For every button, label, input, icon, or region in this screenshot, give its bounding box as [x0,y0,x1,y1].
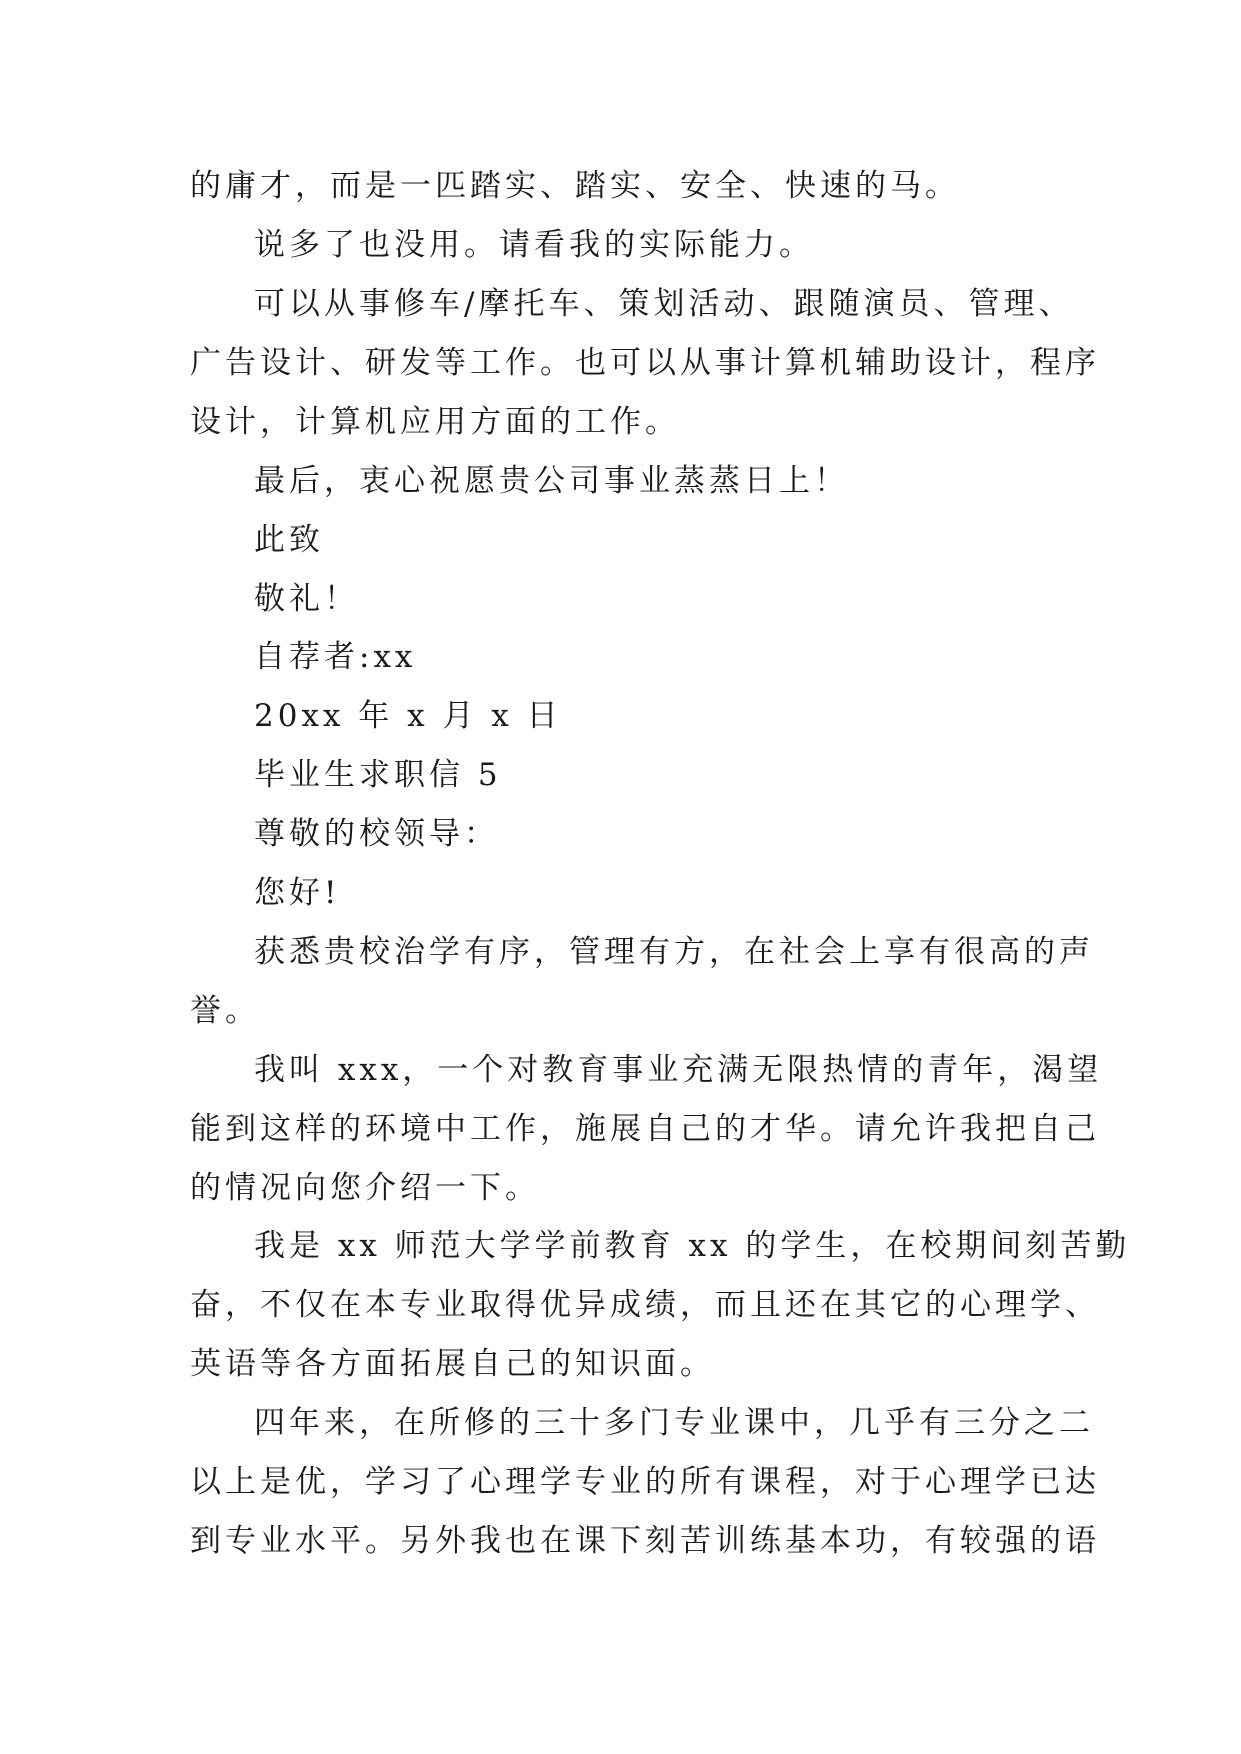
text-line: 英语等各方面拓展自己的知识面。 [190,1346,715,1382]
text-line: 誉。 [190,993,260,1029]
text-line: 能到这样的环境中工作，施展自己的才华。请允许我把自己 [190,1111,1100,1147]
text-line: 获悉贵校治学有序，管理有方，在社会上享有很高的声 [254,934,1094,970]
text-line: 我叫 xxx，一个对教育事业充满无限热情的青年，渴望 [254,1052,1103,1088]
text-line: 您好! [254,875,341,911]
text-line: 奋，不仅在本专业取得优异成绩，而且还在其它的心理学、 [190,1287,1100,1323]
text-line: 毕业生求职信 5 [254,757,502,793]
text-line: 敬礼！ [254,581,359,617]
text-line: 四年来，在所修的三十多门专业课中，几乎有三分之二 [254,1405,1094,1441]
text-line: 广告设计、研发等工作。也可以从事计算机辅助设计，程序 [190,345,1100,381]
text-line: 20xx 年 x 月 x 日 [254,698,562,734]
text-line: 的情况向您介绍一下。 [190,1170,540,1206]
text-line: 到专业水平。另外我也在课下刻苦训练基本功，有较强的语 [190,1523,1100,1559]
text-line: 的庸才，而是一匹踏实、踏实、安全、快速的马。 [190,168,960,204]
text-line: 尊敬的校领导： [254,816,499,852]
text-line: 设计，计算机应用方面的工作。 [190,404,680,440]
text-line: 说多了也没用。请看我的实际能力。 [254,227,814,263]
text-line: 最后，衷心祝愿贵公司事业蒸蒸日上！ [254,463,849,499]
text-line: 可以从事修车/摩托车、策划活动、跟随演员、管理、 [254,286,1074,322]
text-line: 我是 xx 师范大学学前教育 xx 的学生，在校期间刻苦勤 [254,1228,1131,1264]
text-line: 自荐者:xx [254,639,417,675]
text-line: 以上是优，学习了心理学专业的所有课程，对于心理学已达 [190,1464,1100,1500]
text-line: 此致 [254,522,324,558]
